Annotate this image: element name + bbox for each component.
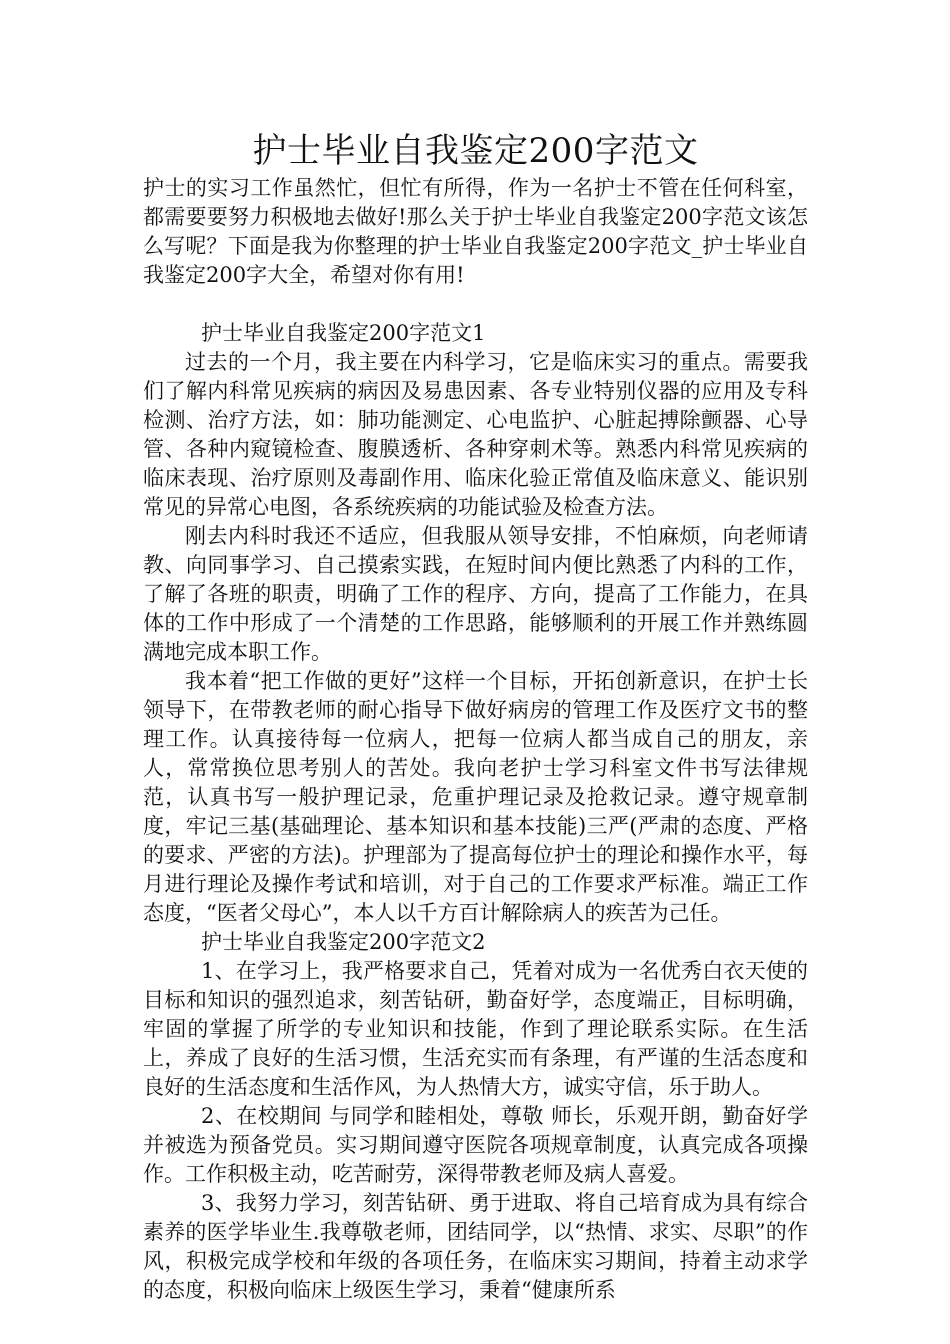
section-1-paragraph-3: 我本着“把工作做的更好”这样一个目标，开拓创新意识，在护士长领导下，在带教老师的耐心指导下做好病房的管理工作及医疗文书的整理工作。认真接待每一位病人，把每一位病人都当成自己的朋友，亲人，常常换位思考别人的苦处。我向老护士学习科室文件书写法律规范，认真书写一般护理记录，危重护理记录及抢救记录。遵守规章制度，牢记三基(基础理论、基本知识和基本技能)三严(严肃的态度、严格的要求、严密的方法)。护理部为了提高每位护士的理论和操作水平，每月进行理论及操作考试和培训，对于自己的工作要求严标准。端正工作态度，“医者父母心”，本人以千方百计解除病人的疾苦为己任。 (143, 669, 808, 925)
section-2-paragraph-3: 3、我努力学习，刻苦钻研、勇于进取、将自己培育成为具有综合素养的医学毕业生.我尊敬老师，团结同学，以“热情、求实、尽职”的作风，积极完成学校和年级的各项任务，在临床实习期间，持着主动求学的态度，积极向临床上级医生学习，秉着“健康所系 (143, 1191, 808, 1302)
blank-line (143, 290, 808, 319)
section-1-paragraph-2: 刚去内科时我还不适应，但我服从领导安排，不怕麻烦，向老师请教、向同事学习、自己摸索实践，在短时间内便比熟悉了内科的工作，了解了各班的职责，明确了工作的程序、方向，提高了工作能力，在具体的工作中形成了一个清楚的工作思路，能够顺利的开展工作并熟练圆满地完成本职工作。 (143, 524, 808, 664)
document-page (143, 128, 808, 1305)
section-2-paragraph-1: 1、在学习上，我严格要求自己，凭着对成为一名优秀白衣天使的目标和知识的强烈追求，刻苦钻研，勤奋好学，态度端正，目标明确，牢固的掌握了所学的专业知识和技能，作到了理论联系实际。在生活上，养成了良好的生活习惯，生活充实而有条理，有严谨的生活态度和良好的生活态度和生活作风，为人热情大方，诚实守信，乐于助人。 (143, 959, 808, 1099)
section-1-paragraph-1: 过去的一个月，我主要在内科学习，它是临床实习的重点。需要我们了解内科常见疾病的病因及易患因素、各专业特别仪器的应用及专科检测、治疗方法，如：肺功能测定、心电监护、心脏起搏除颤器、心导管、各种内窥镜检查、腹膜透析、各种穿刺术等。熟悉内科常见疾病的临床表现、治疗原则及毒副作用、临床化验正常值及临床意义、能识别常见的异常心电图，各系统疾病的功能试验及检查方法。 (143, 350, 808, 519)
section-1-heading: 护士毕业自我鉴定200字范文1 (201, 321, 486, 345)
section-2-paragraph-2: 2、在校期间 与同学和睦相处，尊敬 师长，乐观开朗，勤奋好学并被选为预备党员。实习期间遵守医院各项规章制度，认真完成各项操作。工作积极主动，吃苦耐劳，深得带教老师及病人喜爱。 (143, 1104, 808, 1186)
section-2-heading: 护士毕业自我鉴定200字范文2 (201, 930, 486, 954)
intro-paragraph: 护士的实习工作虽然忙，但忙有所得，作为一名护士不管在任何科室，都需要要努力积极地去做好!那么关于护士毕业自我鉴定200字范文该怎么写呢？下面是我为你整理的护士毕业自我鉴定200字范文_护士毕业自我鉴定200字大全，希望对你有用! (143, 176, 808, 287)
document-title: 护士毕业自我鉴定200字范文 (252, 131, 699, 171)
